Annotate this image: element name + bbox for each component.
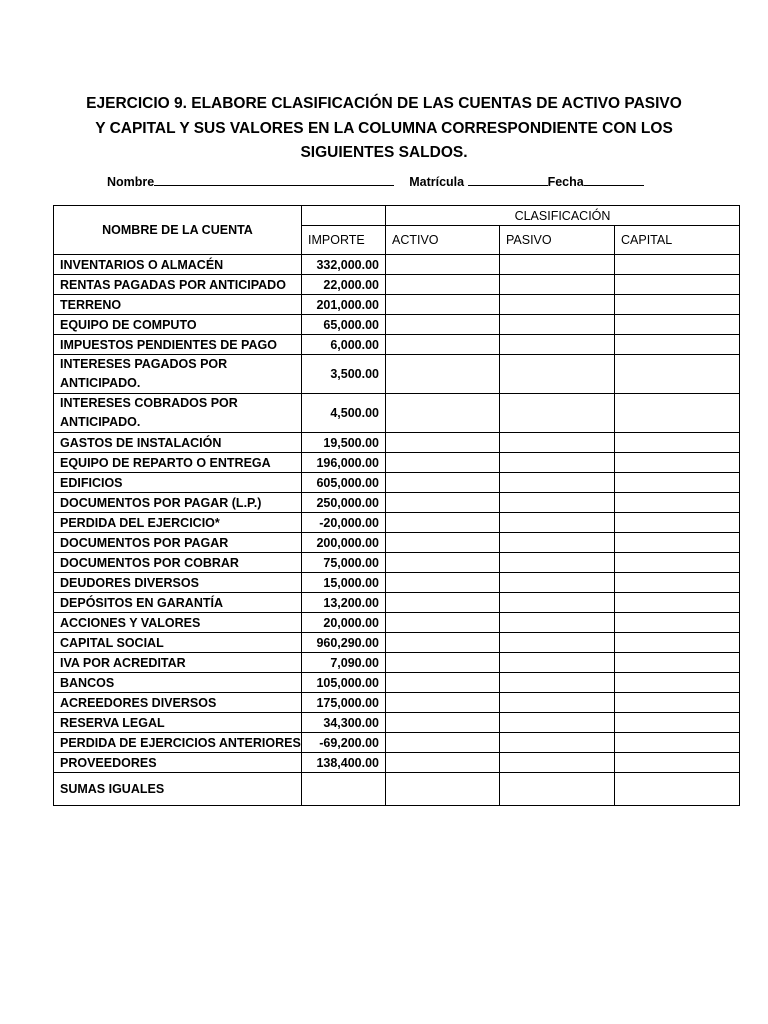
account-name: DOCUMENTOS POR PAGAR — [54, 533, 302, 553]
capital-cell[interactable] — [615, 533, 740, 553]
table-row — [54, 355, 740, 394]
activo-cell[interactable] — [386, 295, 500, 315]
activo-cell[interactable] — [386, 513, 500, 533]
header-classification: CLASIFICACIÓN — [386, 206, 740, 226]
account-name: EDIFICIOS — [54, 473, 302, 493]
pasivo-cell[interactable] — [500, 493, 615, 513]
account-name: INVENTARIOS O ALMACÉN — [54, 255, 302, 275]
activo-cell[interactable] — [386, 733, 500, 753]
pasivo-cell[interactable] — [500, 473, 615, 493]
pasivo-cell[interactable] — [500, 633, 615, 653]
pasivo-cell[interactable] — [500, 355, 615, 394]
total-activo-cell[interactable] — [386, 773, 500, 806]
account-name: PROVEEDORES — [54, 753, 302, 773]
matricula-label: Matrícula — [409, 175, 465, 189]
table-row — [54, 513, 740, 533]
capital-cell[interactable] — [615, 433, 740, 453]
account-amount: 6,000.00 — [302, 335, 386, 355]
title-line-3: SIGUIENTES SALDOS. — [300, 144, 468, 161]
totals-label: SUMAS IGUALES — [54, 773, 302, 806]
account-name: BANCOS — [54, 673, 302, 693]
account-amount: 960,290.00 — [302, 633, 386, 653]
capital-cell[interactable] — [615, 335, 740, 355]
table-row — [54, 553, 740, 573]
pasivo-cell[interactable] — [500, 394, 615, 433]
pasivo-cell[interactable] — [500, 573, 615, 593]
pasivo-cell[interactable] — [500, 613, 615, 633]
header-capital: CAPITAL — [615, 226, 740, 255]
account-amount: 75,000.00 — [302, 553, 386, 573]
capital-cell[interactable] — [615, 513, 740, 533]
account-amount: 3,500.00 — [302, 355, 386, 394]
account-amount: 65,000.00 — [302, 315, 386, 335]
header-importe: IMPORTE — [302, 226, 386, 255]
pasivo-cell[interactable] — [500, 513, 615, 533]
activo-cell[interactable] — [386, 315, 500, 335]
account-amount: 7,090.00 — [302, 653, 386, 673]
activo-cell[interactable] — [386, 653, 500, 673]
capital-cell[interactable] — [615, 473, 740, 493]
table-row — [54, 275, 740, 295]
capital-cell[interactable] — [615, 653, 740, 673]
account-name: IVA POR ACREDITAR — [54, 653, 302, 673]
table-row — [54, 673, 740, 693]
header-activo: ACTIVO — [386, 226, 500, 255]
title-line-1: EJERCICIO 9. ELABORE CLASIFICACIÓN DE LAS CUENTAS DE ACTIVO PASIVO — [86, 95, 682, 112]
account-name: ACCIONES Y VALORES — [54, 613, 302, 633]
fecha-field[interactable] — [584, 174, 644, 186]
account-amount: 19,500.00 — [302, 433, 386, 453]
table-row — [54, 335, 740, 355]
table-row — [54, 473, 740, 493]
capital-cell[interactable] — [615, 255, 740, 275]
header-row-top — [54, 206, 740, 226]
capital-cell[interactable] — [615, 315, 740, 335]
account-name: INTERESES PAGADOS POR ANTICIPADO. — [54, 355, 302, 394]
pasivo-cell[interactable] — [500, 255, 615, 275]
account-amount: 332,000.00 — [302, 255, 386, 275]
pasivo-cell[interactable] — [500, 295, 615, 315]
account-name: GASTOS DE INSTALACIÓN — [54, 433, 302, 453]
table-row — [54, 453, 740, 473]
pasivo-cell[interactable] — [500, 693, 615, 713]
total-pasivo-cell[interactable] — [500, 773, 615, 806]
total-capital-cell[interactable] — [615, 773, 740, 806]
activo-cell[interactable] — [386, 553, 500, 573]
account-amount: 201,000.00 — [302, 295, 386, 315]
accounts-table — [53, 205, 740, 806]
capital-cell[interactable] — [615, 453, 740, 473]
account-name: PERDIDA DE EJERCICIOS ANTERIORES — [54, 733, 302, 753]
capital-cell[interactable] — [615, 613, 740, 633]
pasivo-cell[interactable] — [500, 533, 615, 553]
account-name: TERRENO — [54, 295, 302, 315]
activo-cell[interactable] — [386, 355, 500, 394]
capital-cell[interactable] — [615, 493, 740, 513]
account-amount: 105,000.00 — [302, 673, 386, 693]
account-amount: 605,000.00 — [302, 473, 386, 493]
activo-cell[interactable] — [386, 533, 500, 553]
table-row — [54, 533, 740, 553]
account-name: ACREEDORES DIVERSOS — [54, 693, 302, 713]
capital-cell[interactable] — [615, 693, 740, 713]
table-row — [54, 573, 740, 593]
account-amount: 196,000.00 — [302, 453, 386, 473]
activo-cell[interactable] — [386, 453, 500, 473]
activo-cell[interactable] — [386, 493, 500, 513]
pasivo-cell[interactable] — [500, 753, 615, 773]
account-name: EQUIPO DE COMPUTO — [54, 315, 302, 335]
account-amount: 22,000.00 — [302, 275, 386, 295]
pasivo-cell[interactable] — [500, 275, 615, 295]
exercise-title — [60, 92, 708, 166]
account-name: PERDIDA DEL EJERCICIO* — [54, 513, 302, 533]
account-name: RESERVA LEGAL — [54, 713, 302, 733]
account-name: DEUDORES DIVERSOS — [54, 573, 302, 593]
pasivo-cell[interactable] — [500, 335, 615, 355]
pasivo-cell[interactable] — [500, 673, 615, 693]
activo-cell[interactable] — [386, 335, 500, 355]
account-amount: 4,500.00 — [302, 394, 386, 433]
capital-cell[interactable] — [615, 394, 740, 433]
table-row — [54, 693, 740, 713]
table-row — [54, 593, 740, 613]
pasivo-cell[interactable] — [500, 315, 615, 335]
capital-cell[interactable] — [615, 553, 740, 573]
activo-cell[interactable] — [386, 394, 500, 433]
activo-cell[interactable] — [386, 713, 500, 733]
account-amount: 20,000.00 — [302, 613, 386, 633]
account-amount: 13,200.00 — [302, 593, 386, 613]
header-account-name: NOMBRE DE LA CUENTA — [54, 206, 302, 255]
total-importe-cell[interactable] — [302, 773, 386, 806]
pasivo-cell[interactable] — [500, 433, 615, 453]
header-importe-top — [302, 206, 386, 226]
table-row — [54, 315, 740, 335]
account-name: RENTAS PAGADAS POR ANTICIPADO — [54, 275, 302, 295]
capital-cell[interactable] — [615, 713, 740, 733]
activo-cell[interactable] — [386, 255, 500, 275]
activo-cell[interactable] — [386, 473, 500, 493]
student-info-line — [107, 174, 644, 189]
activo-cell[interactable] — [386, 433, 500, 453]
account-name: IMPUESTOS PENDIENTES DE PAGO — [54, 335, 302, 355]
account-name: DEPÓSITOS EN GARANTÍA — [54, 593, 302, 613]
table-row — [54, 753, 740, 773]
account-amount: 200,000.00 — [302, 533, 386, 553]
table-row — [54, 613, 740, 633]
capital-cell[interactable] — [615, 573, 740, 593]
capital-cell[interactable] — [615, 275, 740, 295]
table-row — [54, 255, 740, 275]
table-row — [54, 493, 740, 513]
capital-cell[interactable] — [615, 295, 740, 315]
header-pasivo: PASIVO — [500, 226, 615, 255]
account-amount: -69,200.00 — [302, 733, 386, 753]
table-row — [54, 653, 740, 673]
capital-cell[interactable] — [615, 593, 740, 613]
account-amount: 250,000.00 — [302, 493, 386, 513]
table-row — [54, 713, 740, 733]
nombre-label: Nombre — [107, 175, 155, 189]
activo-cell[interactable] — [386, 693, 500, 713]
pasivo-cell[interactable] — [500, 553, 615, 573]
pasivo-cell[interactable] — [500, 713, 615, 733]
account-name: INTERESES COBRADOS POR ANTICIPADO. — [54, 394, 302, 433]
pasivo-cell[interactable] — [500, 733, 615, 753]
table-row — [54, 733, 740, 753]
capital-cell[interactable] — [615, 633, 740, 653]
activo-cell[interactable] — [386, 633, 500, 653]
table-row — [54, 394, 740, 433]
capital-cell[interactable] — [615, 355, 740, 394]
capital-cell[interactable] — [615, 733, 740, 753]
account-amount: 175,000.00 — [302, 693, 386, 713]
account-name: EQUIPO DE REPARTO O ENTREGA — [54, 453, 302, 473]
title-line-2: Y CAPITAL Y SUS VALORES EN LA COLUMNA CORRESPONDIENTE CON LOS — [95, 119, 673, 137]
activo-cell[interactable] — [386, 753, 500, 773]
activo-cell[interactable] — [386, 613, 500, 633]
table-row — [54, 633, 740, 653]
pasivo-cell[interactable] — [500, 593, 615, 613]
pasivo-cell[interactable] — [500, 453, 615, 473]
account-amount: -20,000.00 — [302, 513, 386, 533]
capital-cell[interactable] — [615, 673, 740, 693]
capital-cell[interactable] — [615, 753, 740, 773]
activo-cell[interactable] — [386, 673, 500, 693]
activo-cell[interactable] — [386, 275, 500, 295]
matricula-field[interactable] — [468, 174, 548, 186]
table-row — [54, 295, 740, 315]
account-name: CAPITAL SOCIAL — [54, 633, 302, 653]
nombre-field[interactable] — [154, 174, 394, 186]
account-amount: 138,400.00 — [302, 753, 386, 773]
activo-cell[interactable] — [386, 573, 500, 593]
pasivo-cell[interactable] — [500, 653, 615, 673]
totals-row — [54, 773, 740, 806]
table-row — [54, 433, 740, 453]
fecha-label: Fecha — [547, 175, 584, 189]
account-name: DOCUMENTOS POR COBRAR — [54, 553, 302, 573]
activo-cell[interactable] — [386, 593, 500, 613]
account-name: DOCUMENTOS POR PAGAR (L.P.) — [54, 493, 302, 513]
account-amount: 15,000.00 — [302, 573, 386, 593]
account-amount: 34,300.00 — [302, 713, 386, 733]
